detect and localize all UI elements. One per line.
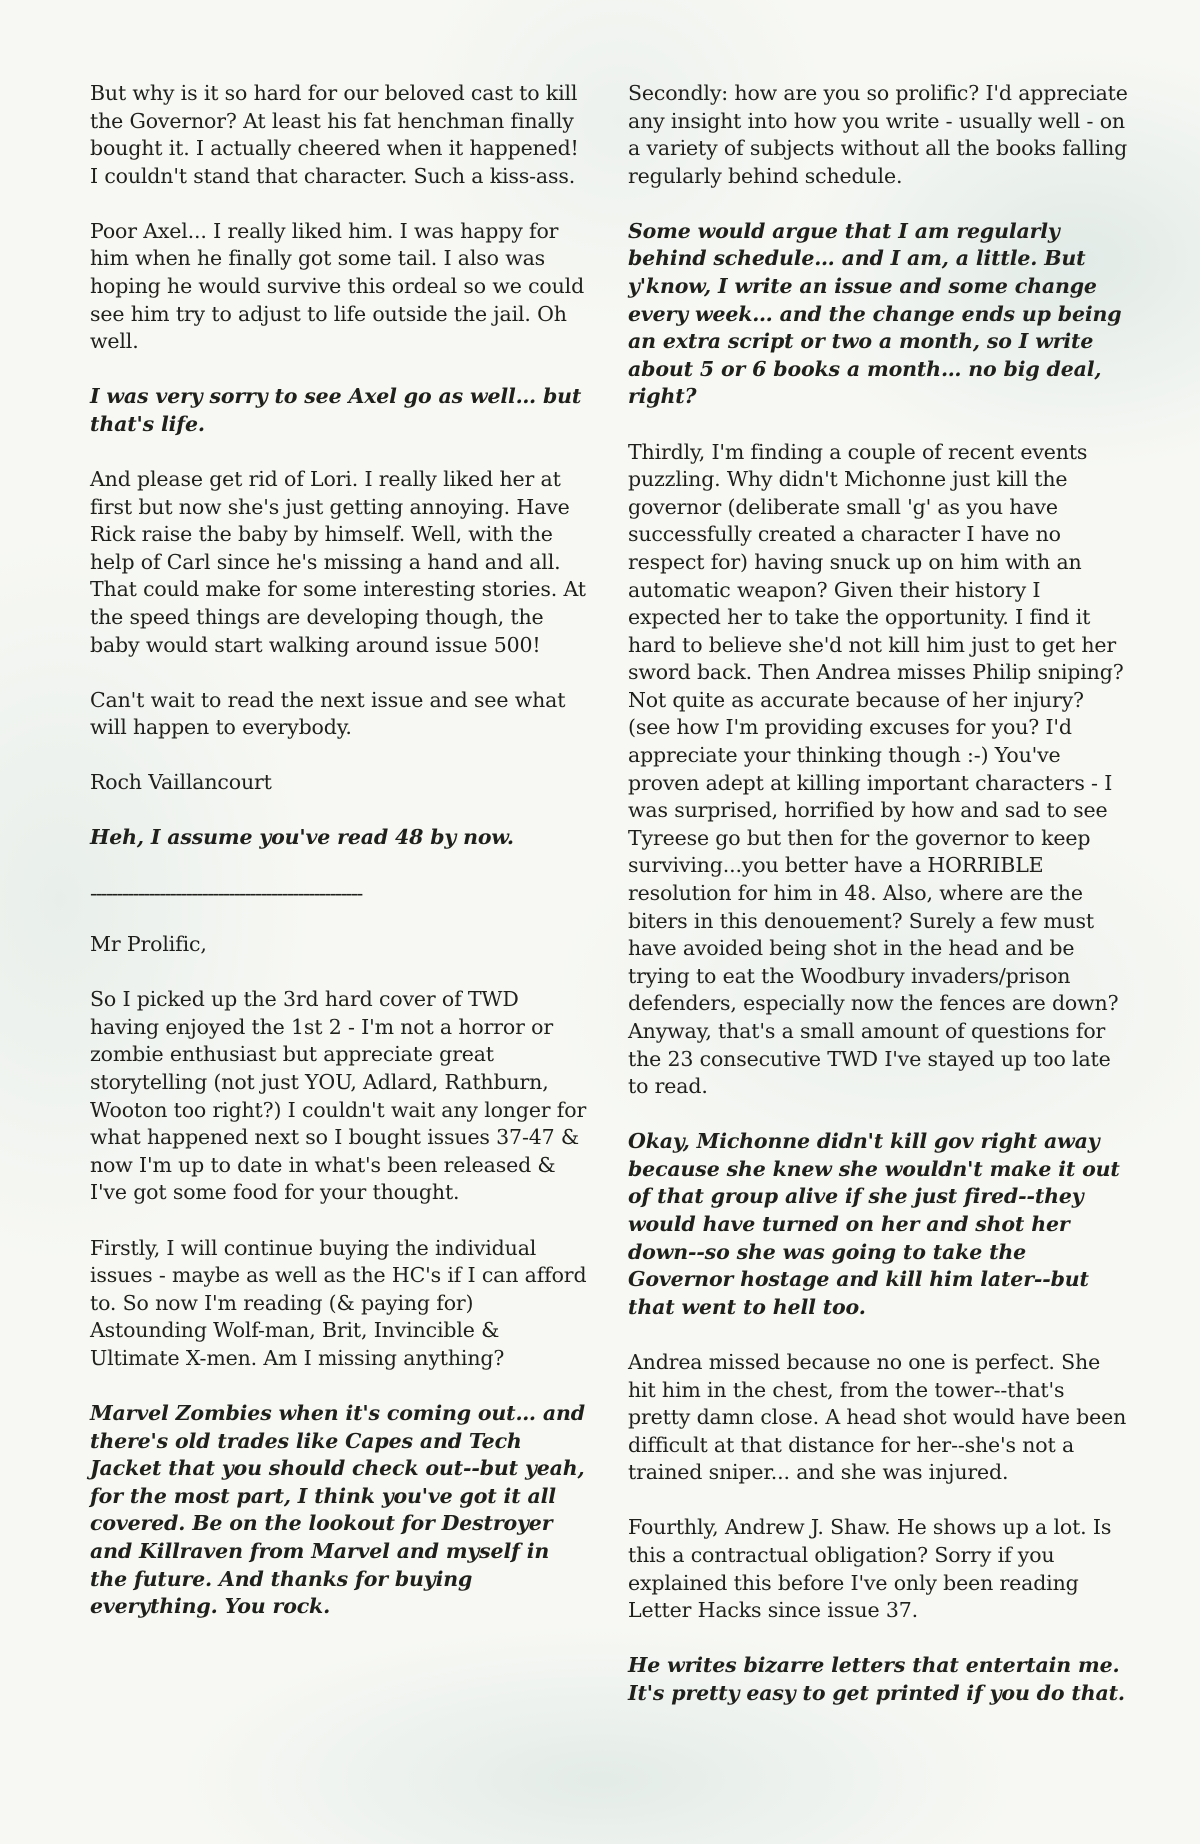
editor-reply: I was very sorry to see Axel go as well… but that's life. xyxy=(90,384,582,436)
editor-reply: He writes bizarre letters that entertain me. It's pretty easy to get printed if you do that. xyxy=(628,1653,1125,1705)
left-column xyxy=(90,80,590,1648)
letter-paragraph: But why is it so hard for our beloved cast to kill the Governor? At least his fat henchman finally bought it. I actually cheered when it happened! I couldn't stand that character. Such a kiss-ass. xyxy=(90,81,579,188)
letter-paragraph: Andrea missed because no one is perfect. She hit him in the chest, from the tower--that's pretty damn close. A head shot would have been difficult at that distance for her--she's not a trained sniper... and she was injured. xyxy=(628,1349,1127,1485)
letter-paragraph: Fourthly, Andrew J. Shaw. He shows up a lot. Is this a contractual obligation? Sorry if you explained this before I've only been reading Letter Hacks since issue 37. xyxy=(628,1515,1112,1623)
letter-paragraph: Firstly, I will continue buying the individual issues - maybe as well as the HC's if I can afford to. So now I'm reading (& paying for) Astounding Wolf-man, Brit, Invincible & Ultimate X-men. Am I missing anything? xyxy=(90,1235,587,1370)
letter-divider: --------------------------------------------------- xyxy=(90,880,362,905)
right-column xyxy=(628,80,1128,1735)
editor-reply: Marvel Zombies when it's coming out… and there's old trades like Capes and Tech Jacket that you should check out--but yeah, for the most part, I think you've got it all covered. Be on the lookout for Destroyer and Killraven from Marvel and myself in the future. And thanks for buying everything. You rock. xyxy=(90,1400,585,1619)
letter-paragraph: Poor Axel... I really liked him. I was happy for him when he finally got some tail. I also was hoping he would survive this ordeal so we could see him try to adjust to life outside the jail. Oh well. xyxy=(90,218,585,354)
editor-reply: Some would argue that I am regularly behind schedule… and I am, a little. But y'know, I write an issue and some change every week… and the change ends up being an extra script or two a month, so I write about 5 or 6 books a month… no big deal, right? xyxy=(628,218,1122,409)
editor-reply: Heh, I assume you've read 48 by now. xyxy=(90,825,514,850)
letter-paragraph: And please get rid of Lori. I really liked her at first but now she's just getting annoying. Have Rick raise the baby by himself. Well, with the help of Carl since he's missing a hand and all. That could make for some interesting stories. At the speed things are developing though, the baby would start walking around issue 500! xyxy=(90,467,586,657)
letter-paragraph: Can't wait to read the next issue and see what will happen to everybody. xyxy=(90,687,566,740)
letter-paragraph: Secondly: how are you so prolific? I'd appreciate any insight into how you write - usually well - on a variety of subjects without all the books falling regularly behind schedule. xyxy=(628,81,1128,188)
letter-signature: Roch Vaillancourt xyxy=(90,770,272,795)
letter-paragraph: Thirdly, I'm finding a couple of recent events puzzling. Why didn't Michonne just kill the governor (deliberate small 'g' as you have successfully created a character I have no respect for) having snuck up on him with an automatic weapon? Given their history I expected her to take the opportunity. I find it hard to believe she'd not kill him just to get her sword back. Then Andrea misses Philip sniping? Not quite as accurate because of her injury? (see how I'm providing excuses for you? I'd appreciate your thinking though :-) You've proven adept at killing important characters - I was surprised, horrified by how and sad to see Tyreese go but then for the governor to keep surviving...you better have a HORRIBLE resolution for him in 48. Also, where are the biters in this denouement? Surely a few must have avoided being shot in the head and be trying to eat the Woodbury invaders/prison defenders, especially now the fences are down? Anyway, that's a small amount of questions for the 23 consecutive TWD I've stayed up too late to read. xyxy=(628,439,1124,1099)
letter-salutation: Mr Prolific, xyxy=(90,932,207,957)
letter-paragraph: So I picked up the 3rd hard cover of TWD having enjoyed the 1st 2 - I'm not a horror or zombie enthusiast but appreciate great storytelling (not just YOU, Adlard, Rathburn, Wooton too right?) I couldn't wait any longer for what happened next so I bought issues 37-47 & now I'm up to date in what's been released & I've got some food for your thought. xyxy=(90,987,587,1205)
editor-reply: Okay, Michonne didn't kill gov right away because she knew she wouldn't make it out of that group alive if she just fired--they would have turned on her and shot her down--so she was going to take the Governor hostage and kill him later--but that went to hell too. xyxy=(628,1129,1120,1319)
